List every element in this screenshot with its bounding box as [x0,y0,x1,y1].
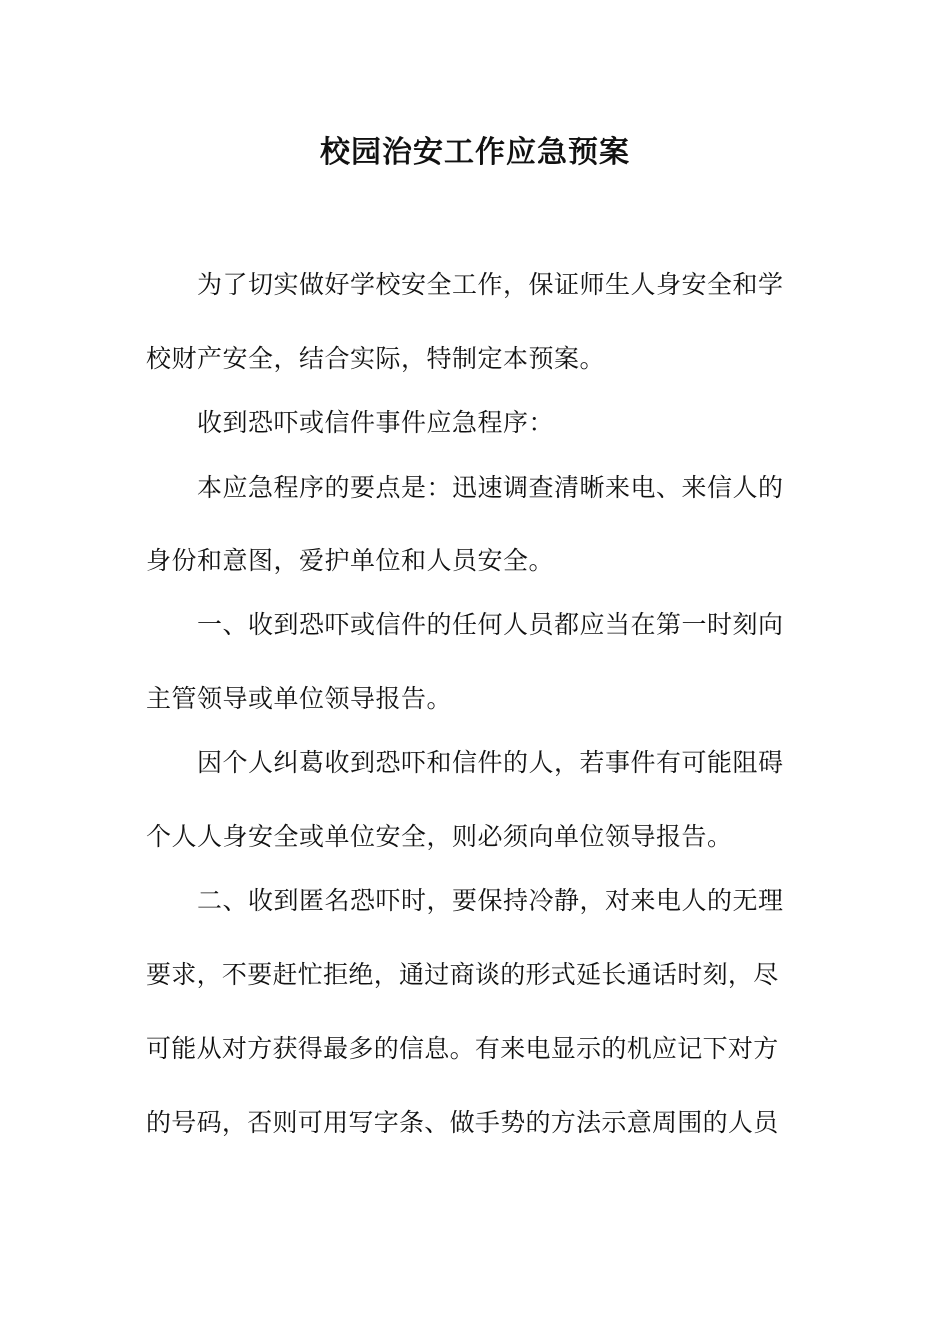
paragraph-line: 要求，不要赶忙拒绝，通过商谈的形式延长通话时刻，尽 [146,960,779,989]
paragraph-line: 收到恐吓或信件事件应急程序： [197,408,555,437]
paragraph-line: 二、收到匿名恐吓时，要保持冷静，对来电人的无理 [197,886,784,915]
document-title: 校园治安工作应急预案 [320,135,630,170]
paragraph-line: 因个人纠葛收到恐吓和信件的人，若事件有可能阻碍 [197,748,784,777]
paragraph-line: 身份和意图，爱护单位和人员安全。 [146,546,555,575]
paragraph-line: 的号码，否则可用写字条、做手势的方法示意周围的人员 [146,1108,779,1137]
paragraph-line: 个人人身安全或单位安全，则必须向单位领导报告。 [146,822,733,851]
paragraph-line: 校财产安全，结合实际，特制定本预案。 [146,344,606,373]
paragraph-line: 本应急程序的要点是：迅速调查清晰来电、来信人的 [197,473,784,502]
paragraph-line: 一、收到恐吓或信件的任何人员都应当在第一时刻向 [197,610,784,639]
paragraph-line: 主管领导或单位领导报告。 [146,684,453,713]
paragraph-line: 为了切实做好学校安全工作，保证师生人身安全和学 [197,270,784,299]
paragraph-line: 可能从对方获得最多的信息。有来电显示的机应记下对方 [146,1034,779,1063]
